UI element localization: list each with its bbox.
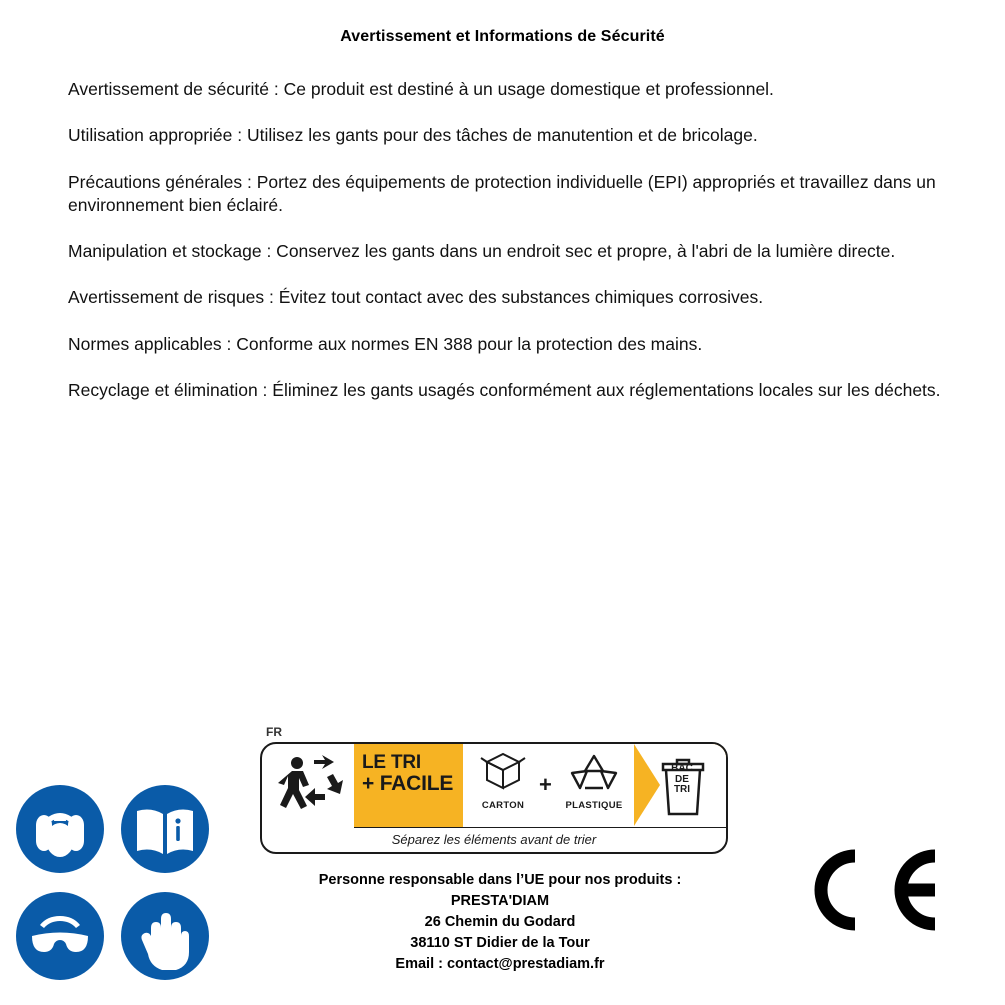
responsible-email: Email : contact@prestadiam.fr [395,956,605,973]
paragraph-handling-storage: Manipulation et stockage : Conservez les gants dans un endroit sec et propre, à l'abri de la lumière directe. [68,241,896,262]
pictogram-group [16,785,212,980]
footer-area [0,700,1005,1005]
bin-label-line1: BAC [671,763,693,774]
ear-protection-icon [16,785,104,873]
paragraph-risk-warning: Avertissement de risques : Évitez tout contact avec des substances chimiques corrosives. [68,287,764,308]
responsible-person-block [200,870,800,975]
plastique-label: PLASTIQUE [565,800,623,811]
safety-text-block [68,78,963,425]
ce-marking-icon [795,840,955,940]
plus-icon: + [539,772,552,797]
responsible-heading: Personne responsable dans l’UE pour nos produits : [318,872,682,888]
carton-item [467,748,539,811]
responsible-company: PRESTA'DIAM [450,893,550,910]
hand-protection-icon [121,892,209,980]
tri-slogan [362,753,462,795]
paragraph-recycling: Recyclage et élimination : Éliminez les gants usagés conformément aux réglementations locales sur les déchets. [68,379,941,400]
carton-label: CARTON [481,800,525,811]
tri-slogan-line2: + FACILE [362,771,454,795]
paragraph-standards: Normes applicables : Conforme aux normes EN 388 pour la protection des mains. [68,333,703,354]
carton-box-icon [467,748,539,794]
bin-label-line3: TRI [673,784,691,795]
tri-slogan-line1: LE TRI [362,752,421,773]
paragraph-safety-warning: Avertissement de sécurité : Ce produit est destiné à un usage domestique et professionnel. [68,79,774,99]
tri-footer-text: Séparez les éléments avant de trier [391,832,597,847]
eye-protection-icon [16,892,104,980]
triman-recycling-label [260,725,724,850]
recycling-arrows-icon [558,748,630,794]
triman-icon [270,750,350,822]
bin-label-line2: DE [675,773,689,785]
responsible-street: 26 Chemin du Godard [424,914,576,931]
responsible-city: 38110 ST Didier de la Tour [410,935,590,952]
plastique-item [558,748,630,811]
tri-language-code: FR [266,725,282,739]
read-instructions-icon [121,785,209,873]
paragraph-proper-use: Utilisation appropriée : Utilisez les gants pour des tâches de manutention et de bricolage. [68,125,758,146]
paragraph-general-precautions: Précautions générales : Portez des équipements de protection individuelle (EPI) appropriés et travaillez dans un environnement bien éclairé. [68,171,936,215]
bin-label [654,764,710,796]
page-title: Avertissement et Informations de Sécurité [340,28,665,45]
